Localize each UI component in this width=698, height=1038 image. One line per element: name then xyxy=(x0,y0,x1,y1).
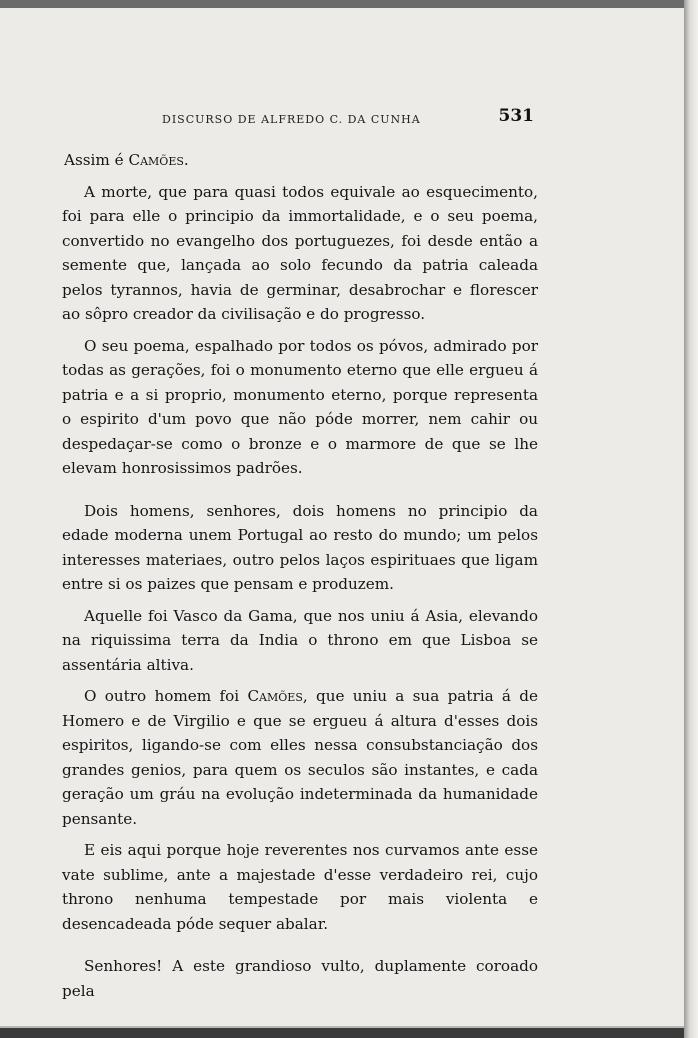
paragraph: O outro homem foi Camões, que uniu a sua patria á de Homero e de Virgilio e que se ergueu á altura d'esses dois espiritos, ligando-se com elles nessa consubstanciação dos grandes genios, para quem os seculos são instantes, e cada geração um gráu na evolução indeterminada da humanidade pensante. xyxy=(62,687,538,828)
running-head: DISCURSO DE ALFREDO C. DA CUNHA xyxy=(162,113,421,126)
scan-edge-right xyxy=(684,0,698,1038)
page-header xyxy=(62,106,538,130)
paragraph: Dois homens, senhores, dois homens no principio da edade moderna unem Portugal ao resto do mundo; um pelos interesses materiaes, outro pelos laços espirituaes que ligam entre si os paizes que pensam e produzem. xyxy=(62,501,538,593)
scan-edge-top xyxy=(0,0,698,8)
paragraph: E eis aqui porque hoje reverentes nos curvamos ante esse vate sublime, ante a majestade d'esse verdadeiro rei, cujo throno nenhuma tempestade por mais violenta e desencadeada póde sequer abalar. xyxy=(62,841,538,933)
paragraph: Senhores! A este grandioso vulto, duplamente coroado pela xyxy=(62,957,538,1000)
paragraph: A morte, que para quasi todos equivale ao esquecimento, foi para elle o principio da immortalidade, e o seu poema, convertido no evangelho dos portuguezes, foi desde então a semente que, lançada ao solo fecundo da patria caleada pelos tyrannos, havia de germinar, desabrochar e florescer ao sôpro creador da civilisação e do progresso. xyxy=(62,182,538,323)
paragraph: O seu poema, espalhado por todos os póvos, admirado por todas as gerações, foi o monumento eterno que elle ergueu á patria e a si proprio, monumento eterno, porque representa o espirito d'um povo que não póde morrer, nem cahir ou despedaçar-se como o bronze e o marmore de que se lhe elevam honrosissimos padrões. xyxy=(62,336,538,477)
paragraph: Assim é Camões. xyxy=(64,151,189,169)
body-text xyxy=(62,148,538,1010)
page-number: 531 xyxy=(498,106,534,126)
paragraph: Aquelle foi Vasco da Gama, que nos uniu á Asia, elevando na riquissima terra da India o throno em que Lisboa se assentária altiva. xyxy=(62,606,538,674)
